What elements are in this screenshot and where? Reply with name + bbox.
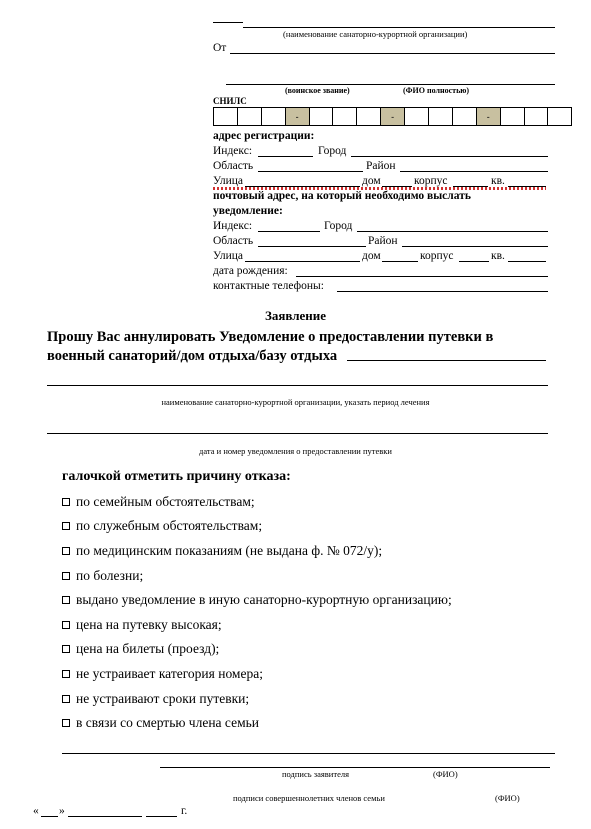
- reg-city-line[interactable]: [351, 156, 548, 157]
- checkbox[interactable]: [62, 645, 70, 653]
- adult-fio-caption: (ФИО): [495, 793, 520, 803]
- org-name-line-short[interactable]: [213, 22, 243, 23]
- reg-address-heading: адрес регистрации:: [213, 130, 315, 142]
- postal-street-line[interactable]: [245, 261, 360, 262]
- reason-details-line[interactable]: [62, 753, 555, 754]
- postal-city-line[interactable]: [357, 231, 548, 232]
- snils-cell[interactable]: [310, 108, 334, 126]
- date-open-quote: «: [33, 805, 39, 817]
- postal-house-line[interactable]: [382, 261, 418, 262]
- checkbox[interactable]: [62, 621, 70, 629]
- fio-caption: (ФИО полностью): [403, 86, 470, 95]
- reason-item[interactable]: [62, 518, 262, 534]
- reg-region-label: Область: [213, 160, 254, 172]
- notice-number-line[interactable]: [47, 433, 548, 434]
- checkbox[interactable]: [62, 547, 70, 555]
- applicant-fio-caption: (ФИО): [433, 769, 458, 779]
- postal-apt-line[interactable]: [508, 261, 546, 262]
- reason-label: цена на путевку высокая;: [76, 617, 222, 632]
- checkbox[interactable]: [62, 596, 70, 604]
- year-suffix: г.: [181, 805, 188, 817]
- reason-label: не устраивают сроки путевки;: [76, 691, 250, 706]
- reason-label: не устраивает категория номера;: [76, 666, 263, 681]
- sanatorium-line[interactable]: [347, 360, 546, 361]
- rank-caption: (воинское звание): [285, 86, 350, 95]
- postal-heading-1: почтовый адрес, на который необходимо выслать: [213, 190, 471, 202]
- reg-region-line[interactable]: [258, 171, 363, 172]
- adult-signs-caption: подписи совершеннолетних членов семьи: [233, 793, 385, 803]
- reason-label: по болезни;: [76, 568, 144, 583]
- applicant-sign-line[interactable]: [160, 767, 550, 768]
- date-month-line[interactable]: [68, 816, 142, 817]
- checkbox[interactable]: [62, 522, 70, 530]
- snils-cell[interactable]: [214, 108, 238, 126]
- reason-label: по служебным обстоятельствам;: [76, 518, 263, 533]
- snils-cell[interactable]: [429, 108, 453, 126]
- reason-item[interactable]: [62, 592, 452, 608]
- reg-apt-label: кв.: [491, 175, 505, 187]
- date-day-line[interactable]: [41, 816, 58, 817]
- snils-separator: -: [381, 108, 405, 126]
- org-caption: (наименование санаторно-курортной организации): [283, 29, 468, 39]
- postal-region-line[interactable]: [258, 246, 366, 247]
- postal-building-label: корпус: [420, 250, 454, 262]
- reason-label: по медицинским показаниям (не выдана ф. № 072/у);: [76, 543, 383, 558]
- reg-city-label: Город: [318, 145, 347, 157]
- birth-date-line[interactable]: [296, 276, 548, 277]
- postal-city-label: Город: [324, 220, 353, 232]
- snils-cell[interactable]: [238, 108, 262, 126]
- request-text-2: военный санаторий/дом отдыха/базу отдыха: [47, 348, 338, 364]
- reg-street-label: Улица: [213, 175, 243, 187]
- document-title: Заявление: [264, 308, 327, 323]
- notice-number-caption: дата и номер уведомления о предоставлении путевки: [199, 446, 392, 456]
- postal-index-line[interactable]: [258, 231, 320, 232]
- reg-index-label: Индекс:: [213, 145, 253, 157]
- org-period-caption: наименование санаторно-курортной организации, указать период лечения: [161, 397, 430, 407]
- reg-district-line[interactable]: [400, 171, 548, 172]
- snils-grid[interactable]: [213, 107, 572, 126]
- reason-label: в связи со смертью члена семьи: [76, 715, 259, 730]
- reason-item[interactable]: [62, 666, 263, 682]
- date-close-quote: »: [59, 805, 65, 817]
- checkbox[interactable]: [62, 719, 70, 727]
- snils-cell[interactable]: [405, 108, 429, 126]
- postal-heading-2: уведомление:: [213, 205, 283, 217]
- reg-building-label: корпус: [414, 175, 448, 187]
- date-year-line[interactable]: [146, 816, 177, 817]
- reason-label: по семейным обстоятельствам;: [76, 494, 255, 509]
- snils-cell[interactable]: [357, 108, 381, 126]
- reason-item[interactable]: [62, 617, 222, 633]
- from-label: От: [213, 42, 227, 54]
- reason-item[interactable]: [62, 715, 259, 731]
- postal-index-label: Индекс:: [213, 220, 253, 232]
- reg-district-label: Район: [366, 160, 396, 172]
- reason-item[interactable]: [62, 691, 249, 707]
- snils-label: СНИЛС: [213, 96, 247, 106]
- reason-label: выдано уведомление в иную санаторно-курортную организацию;: [76, 592, 452, 607]
- snils-cell[interactable]: [548, 108, 572, 126]
- snils-separator: -: [286, 108, 310, 126]
- postal-district-label: Район: [368, 235, 398, 247]
- postal-building-line[interactable]: [459, 261, 489, 262]
- snils-cell[interactable]: [333, 108, 357, 126]
- snils-cell[interactable]: [262, 108, 286, 126]
- request-text-1: Прошу Вас аннулировать Уведомление о предоставлении путевки в: [47, 329, 494, 345]
- birth-date-label: дата рождения:: [213, 265, 288, 277]
- postal-district-line[interactable]: [402, 246, 548, 247]
- reg-house-label: дом: [362, 175, 381, 187]
- phones-label: контактные телефоны:: [213, 280, 324, 292]
- postal-house-label: дом: [362, 250, 381, 262]
- snils-separator: -: [477, 108, 501, 126]
- from-line[interactable]: [230, 53, 555, 54]
- checkbox[interactable]: [62, 572, 70, 580]
- reg-index-line[interactable]: [258, 156, 313, 157]
- postal-region-label: Область: [213, 235, 254, 247]
- reason-item[interactable]: [62, 568, 143, 584]
- snils-cell[interactable]: [501, 108, 525, 126]
- reasons-heading: галочкой отметить причину отказа:: [62, 469, 291, 484]
- postal-street-label: Улица: [213, 250, 243, 262]
- checkbox[interactable]: [62, 498, 70, 506]
- checkbox[interactable]: [62, 695, 70, 703]
- reason-item[interactable]: [62, 641, 219, 657]
- phones-line[interactable]: [337, 291, 548, 292]
- reason-label: цена на билеты (проезд);: [76, 641, 220, 656]
- rank-fio-line[interactable]: [226, 84, 555, 85]
- org-period-line[interactable]: [47, 385, 548, 386]
- reason-item[interactable]: [62, 543, 382, 559]
- snils-cell[interactable]: [525, 108, 549, 126]
- org-name-line[interactable]: [243, 27, 555, 28]
- snils-cell[interactable]: [453, 108, 477, 126]
- reason-item[interactable]: [62, 494, 255, 510]
- checkbox[interactable]: [62, 670, 70, 678]
- postal-apt-label: кв.: [491, 250, 505, 262]
- applicant-sign-caption: подпись заявителя: [282, 769, 349, 779]
